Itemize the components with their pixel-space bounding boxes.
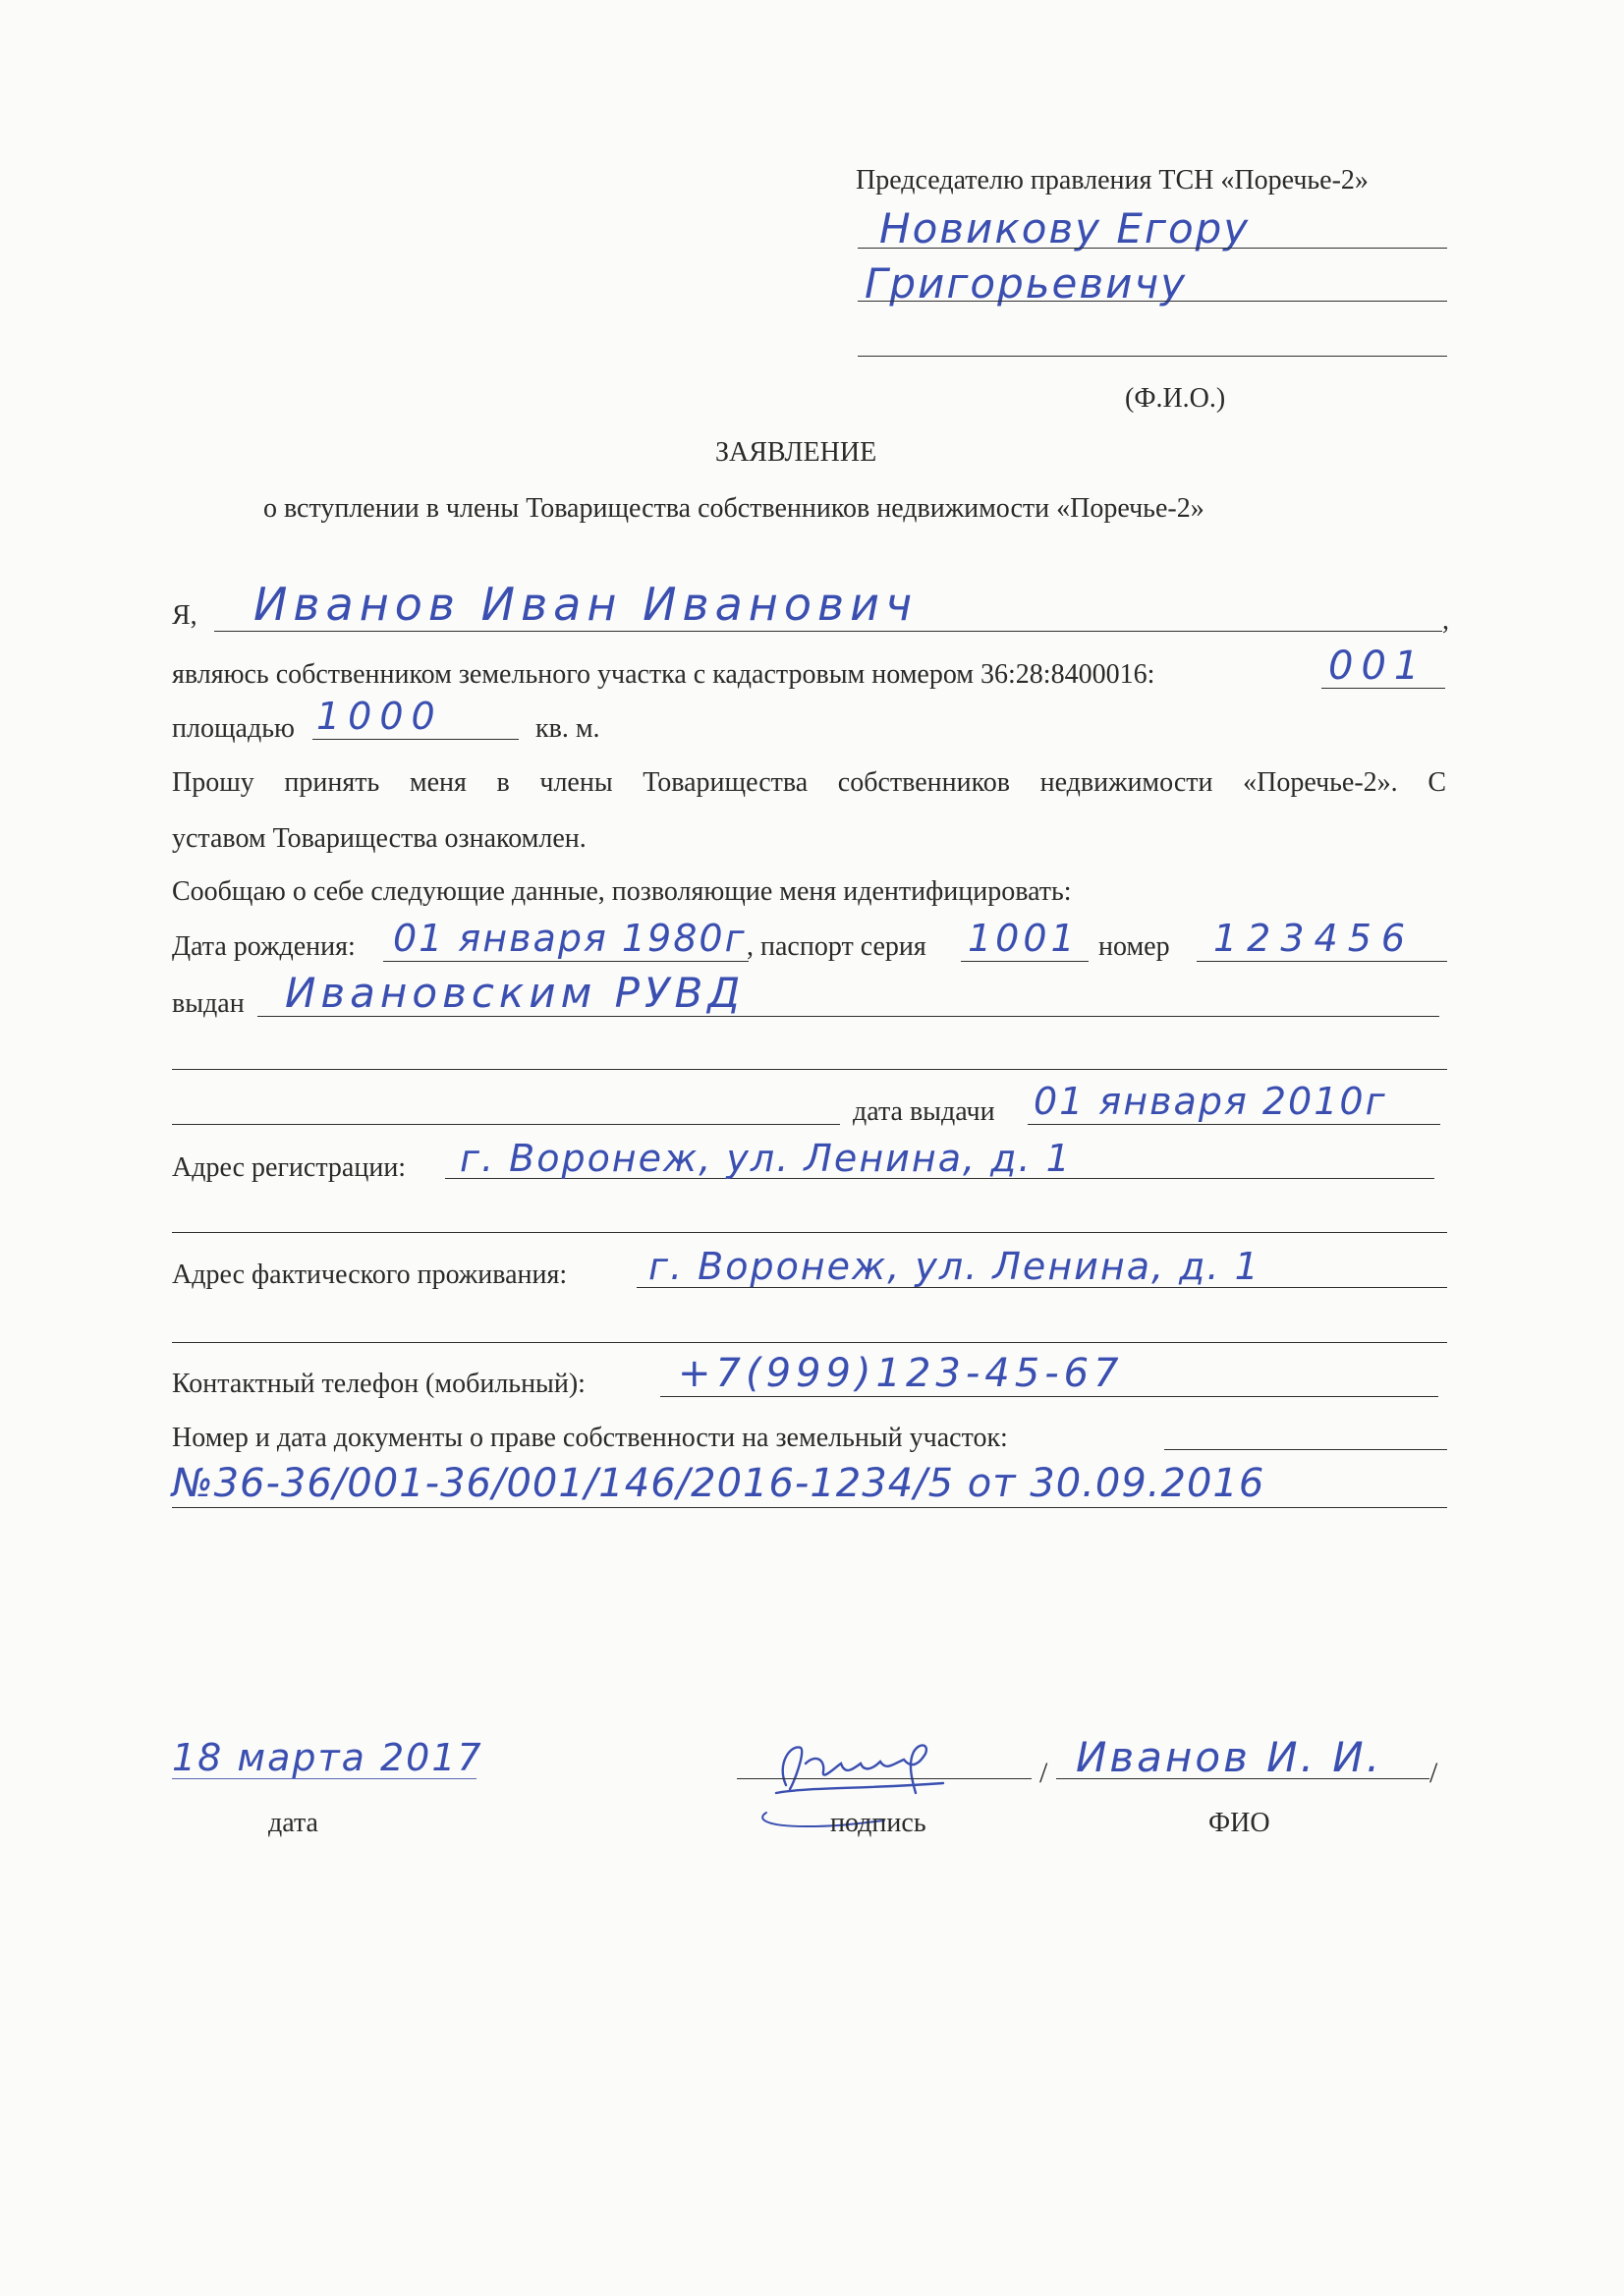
ownership-doc-value-line (172, 1507, 1447, 1508)
passport-number-value: 123456 (1213, 917, 1416, 960)
addressee-line-2 (858, 301, 1447, 302)
addressee-text: Председателю правления ТСН «Поречье-2» (856, 165, 1369, 196)
signature-line (737, 1778, 1032, 1779)
addressee-name-line1: Новикову Егору (879, 204, 1251, 252)
area-unit: кв. м. (535, 713, 600, 744)
issue-date-line (1028, 1124, 1440, 1125)
issued-value: Ивановским РУВД (285, 969, 746, 1017)
passport-number-label: номер (1098, 931, 1170, 962)
phone-label: Контактный телефон (мобильный): (172, 1369, 586, 1399)
addressee-line-3 (858, 356, 1447, 357)
area-value: 1000 (316, 695, 443, 738)
fio-caption: (Ф.И.О.) (1125, 383, 1226, 414)
passport-series-line (961, 961, 1089, 962)
area-label: площадью (172, 713, 295, 744)
request-line-2: уставом Товарищества ознакомлен. (172, 823, 587, 854)
birth-label: Дата рождения: (172, 931, 356, 962)
ownership-doc-label: Номер и дата документы о праве собственности на земельный участок: (172, 1423, 1008, 1453)
passport-series-label: , паспорт серия (747, 931, 926, 962)
document-subtitle: о вступлении в члены Товарищества собственников недвижимости «Поречье-2» (263, 493, 1204, 524)
applicant-name-line (214, 631, 1442, 632)
actual-address-value: г. Воронеж, ул. Ленина, д. 1 (648, 1245, 1260, 1288)
signature-caption: подпись (830, 1808, 926, 1838)
footer-date-value: 18 марта 2017 (172, 1736, 483, 1779)
footer-fio-value: Иванов И. И. (1076, 1733, 1383, 1781)
footer-date-line (172, 1778, 476, 1779)
passport-number-line (1197, 961, 1447, 962)
addressee-line-1 (858, 248, 1447, 249)
actual-address-extra-line (172, 1342, 1447, 1343)
phone-line (660, 1396, 1438, 1397)
birth-line (383, 961, 749, 962)
fio-slash-right: / (1429, 1757, 1438, 1789)
issue-date-value: 01 января 2010г (1034, 1080, 1387, 1123)
addressee-name-line2: Григорьевичу (865, 259, 1188, 308)
ya-label: Я, (172, 600, 197, 631)
ownership-doc-line (1164, 1449, 1447, 1450)
owner-text: являюсь собственником земельного участка с кадастровым номером 36:28:8400016: (172, 659, 1155, 690)
reg-address-value: г. Воронеж, ул. Ленина, д. 1 (460, 1137, 1072, 1180)
ownership-doc-value: №36-36/001-36/001/146/2016-1234/5 от 30.09.2016 (172, 1461, 1265, 1506)
reg-address-extra-line (172, 1232, 1447, 1233)
area-line (312, 739, 519, 740)
footer-date-caption: дата (268, 1808, 318, 1838)
issue-date-label: дата выдачи (853, 1096, 995, 1127)
passport-series-value: 1001 (968, 917, 1079, 960)
applicant-name-value: Иванов Иван Иванович (253, 578, 919, 631)
reg-address-label: Адрес регистрации: (172, 1152, 407, 1183)
document-title: ЗАЯВЛЕНИЕ (715, 437, 877, 468)
issued-label: выдан (172, 988, 245, 1019)
issue-blank-line (172, 1124, 840, 1125)
signature-slash-left: / (1039, 1757, 1048, 1789)
actual-address-label: Адрес фактического проживания: (172, 1260, 568, 1290)
issued-extra-line (172, 1069, 1447, 1070)
cadastral-suffix-value: 001 (1328, 644, 1428, 689)
phone-value: +7(999)123-45-67 (678, 1351, 1124, 1396)
request-line-1: Прошу принять меня в члены Товарищества собственников недвижимости «Поречье-2». С (172, 767, 1446, 798)
birth-value: 01 января 1980г (393, 917, 747, 960)
footer-fio-line (1056, 1778, 1429, 1779)
footer-fio-caption: ФИО (1208, 1808, 1270, 1838)
name-comma: , (1442, 605, 1449, 636)
info-intro: Сообщаю о себе следующие данные, позволяющие меня идентифицировать: (172, 876, 1072, 907)
